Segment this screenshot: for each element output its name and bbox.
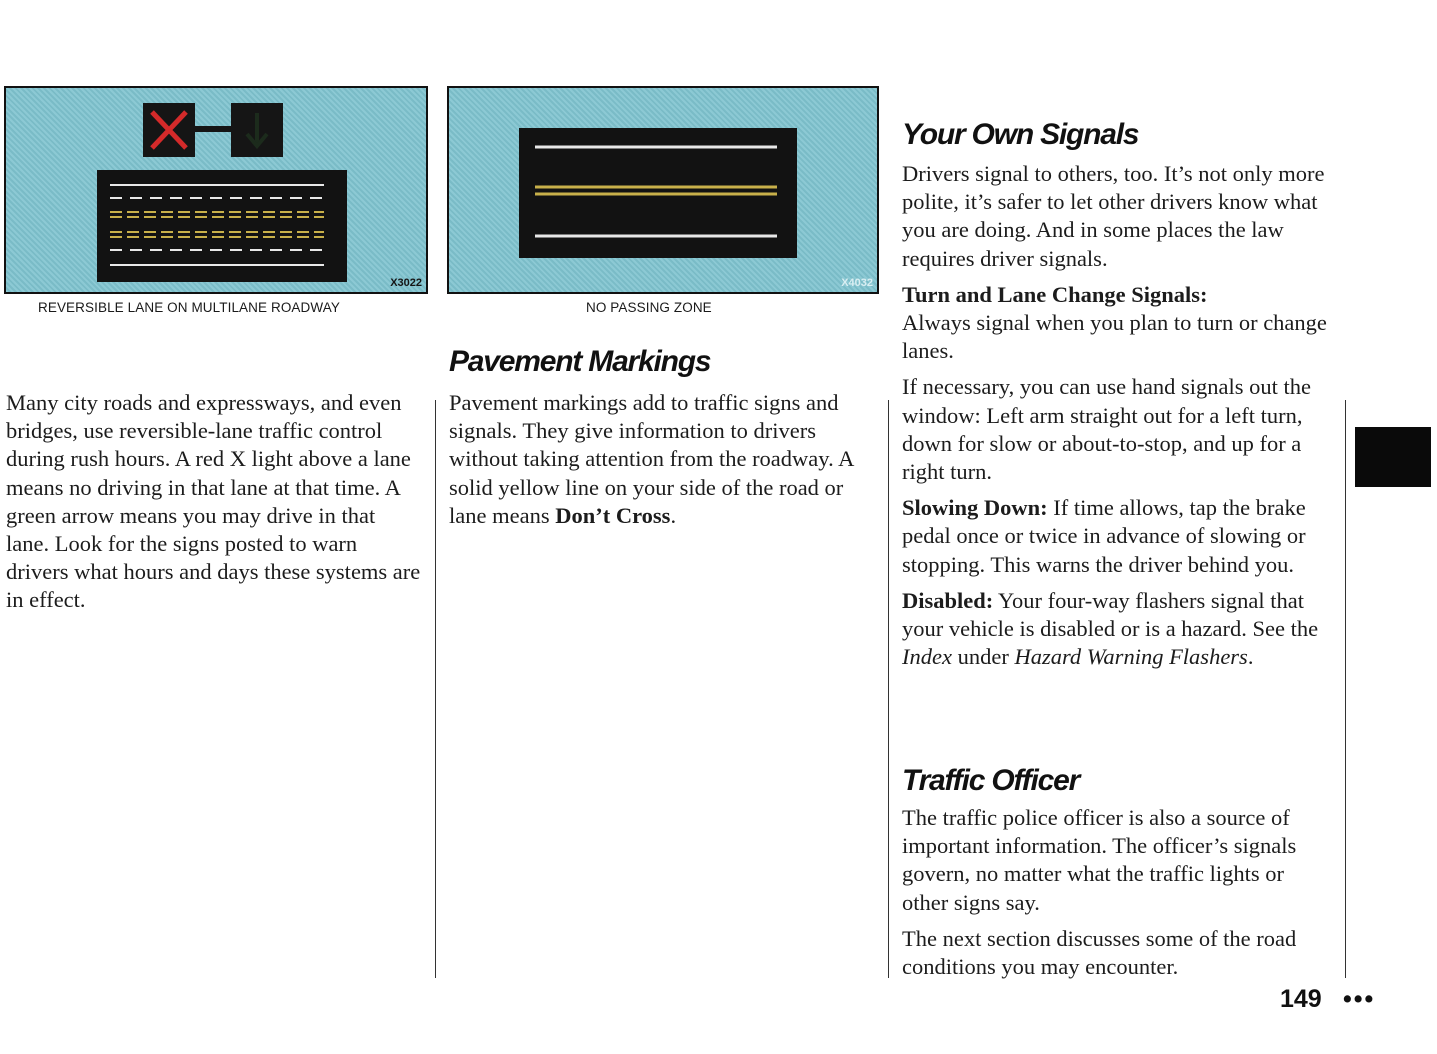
sentence-period: .	[670, 502, 677, 528]
reversible-lanes-paragraph: Many city roads and expressways, and even bridges, use reversible-lane traffic control during rush hours. A red X light above a lane means no driving in that lane at that time. A green arrow means you may drive in that lane. Look for the signs posted to warn drivers what hours and days these systems are in effect.	[6, 390, 421, 613]
red-x-signal-icon	[143, 103, 195, 157]
turn-signals-label: Turn and Lane Change Signals:	[902, 281, 1208, 307]
slowing-down-label: Slowing Down:	[902, 495, 1048, 521]
disabled-text: Your four-way flashers signal that your vehicle is disabled or is a hazard. See the	[902, 587, 1319, 642]
figure-no-passing-zone	[447, 86, 879, 294]
green-arrow-signal-icon	[231, 103, 283, 157]
hazard-flashers-reference: Hazard Warning Flashers	[1014, 644, 1248, 670]
column-traffic-officer	[902, 804, 1330, 981]
figure-caption: REVERSIBLE LANE ON MULTILANE ROADWAY	[38, 300, 340, 315]
reversible-lane-illustration	[6, 88, 428, 294]
traffic-officer-heading: Traffic Officer	[902, 764, 1080, 797]
page-dots: •••	[1343, 985, 1376, 1013]
signals-intro-paragraph: Drivers signal to others, too. It’s not only more polite, it’s safer to let other drivers know what you are doing. And in some places the law requires driver signals.	[902, 161, 1325, 271]
figure-code: X3022	[390, 277, 422, 289]
dont-cross-text: Don’t Cross	[555, 502, 671, 528]
sentence-period: .	[1247, 644, 1254, 670]
traffic-officer-paragraph: The traffic police officer is also a source of important information. The officer’s signals govern, no matter what the traffic lights or other signs say.	[902, 805, 1297, 915]
column-divider	[888, 400, 889, 978]
index-reference: Index	[902, 644, 952, 670]
pavement-markings-paragraph	[449, 389, 877, 530]
column-divider	[435, 400, 436, 978]
multilane-roadway	[97, 170, 347, 282]
figure-caption: NO PASSING ZONE	[586, 300, 712, 315]
figure-reversible-lane	[4, 86, 428, 294]
turn-signals-paragraph	[902, 281, 1330, 366]
page-number: 149	[1280, 985, 1322, 1013]
figure-code: X4032	[841, 277, 873, 289]
column-divider	[1345, 400, 1346, 978]
section-tab-marker	[1355, 427, 1431, 487]
hand-signals-paragraph: If necessary, you can use hand signals out the window: Left arm straight out for a left turn, down for slow or about-to-stop, and up for a right turn.	[902, 374, 1312, 485]
next-section-paragraph: The next section discusses some of the road conditions you may encounter.	[902, 925, 1297, 980]
pavement-markings-text: Pavement markings add to traffic signs and signals. They give information to drivers without taking attention from the roadway. A solid yellow line on your side of the road or lane means	[449, 390, 854, 528]
disabled-label: Disabled:	[902, 587, 994, 613]
your-own-signals-heading: Your Own Signals	[902, 118, 1139, 151]
disabled-paragraph	[902, 587, 1330, 672]
column-pavement-markings	[449, 389, 877, 530]
no-passing-illustration	[449, 88, 879, 294]
two-lane-roadway	[519, 128, 797, 258]
pavement-markings-heading: Pavement Markings	[449, 345, 711, 378]
column-your-own-signals	[902, 160, 1330, 671]
signal-bracket	[195, 126, 231, 132]
slowing-down-paragraph	[902, 494, 1330, 579]
column-reversible-lanes	[6, 389, 422, 615]
under-text: under	[951, 644, 1015, 670]
slowing-down-text: If time allows, tap the brake pedal once or twice in advance of slowing or stopping. This warns the driver behind you.	[902, 495, 1306, 577]
turn-signals-text: Always signal when you plan to turn or change lanes.	[902, 310, 1327, 364]
